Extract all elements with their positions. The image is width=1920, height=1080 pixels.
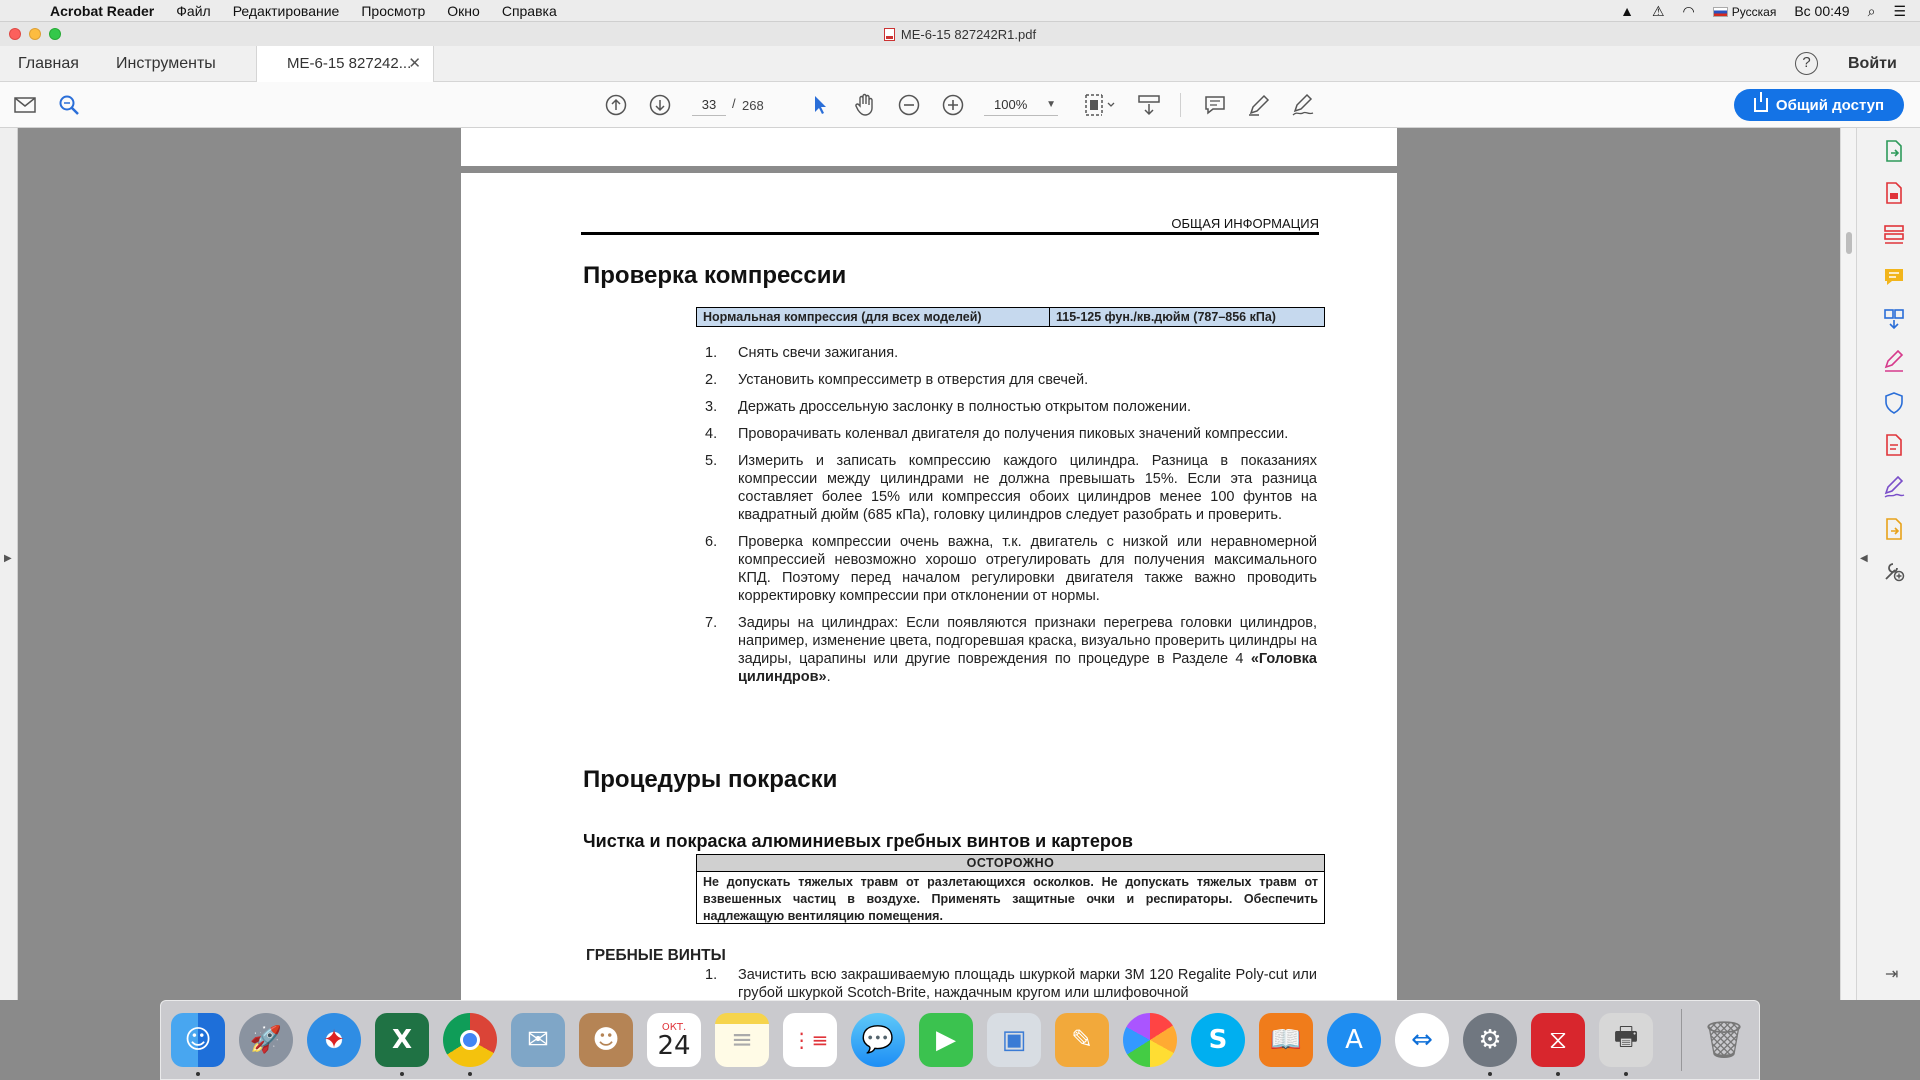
edit-pdf-icon[interactable] — [1883, 434, 1905, 456]
reminders-icon[interactable]: ⋮≡ — [783, 1013, 837, 1067]
menu-help[interactable]: Справка — [501, 2, 557, 19]
window-controls — [9, 28, 61, 40]
running-indicator — [400, 1072, 404, 1076]
tab-document-label: ME-6-15 827242... — [287, 55, 412, 72]
spec-label: Нормальная компрессия (для всех моделей) — [697, 308, 1050, 326]
fill-sign-icon[interactable] — [1883, 350, 1905, 372]
menu-bar — [0, 0, 1920, 22]
dock-divider — [1681, 1009, 1682, 1071]
contacts-icon[interactable]: ☻ — [579, 1013, 633, 1067]
expand-left-panel-icon[interactable]: ▶ — [4, 553, 12, 564]
header-rule — [581, 232, 1319, 235]
export-pdf-icon[interactable] — [1883, 140, 1905, 162]
zoom-select[interactable] — [984, 94, 1058, 116]
zoom-value: 100% — [994, 97, 1028, 112]
list-item: 7. Задиры на цилиндрах: Если появляются признаки перегрева головки цилиндров, например, изменение цвета, подгоревшая краска, визуально проверить цилиндры на задиры, царапины или другие повреждения по процедуре в Разделе 4 «Головка цилиндров». — [705, 615, 1317, 685]
finder-icon[interactable]: ☺ — [171, 1013, 225, 1067]
input-source-menu[interactable]: Русская — [1713, 3, 1777, 19]
spec-value: 115-125 фун./кв.дюйм (787–856 кПа) — [1050, 308, 1324, 326]
tab-bar — [0, 46, 1920, 82]
propellers-step: 1. Зачистить всю закрашиваемую площадь шкуркой марки 3M 120 Regalite Poly-cut или грубой шкуркой Scotch-Brite, наждачным кругом или шлифовочной — [705, 967, 1317, 1000]
launchpad-icon[interactable]: 🚀 — [239, 1013, 293, 1067]
total-pages: 268 — [742, 98, 764, 113]
photos-icon[interactable] — [1123, 1013, 1177, 1067]
minimize-window-button[interactable] — [29, 28, 41, 40]
previous-page-sheet — [461, 128, 1397, 166]
running-indicator — [468, 1072, 472, 1076]
app-store-icon[interactable]: A — [1327, 1013, 1381, 1067]
next-page-icon[interactable] — [647, 92, 673, 118]
select-tool-icon[interactable] — [808, 92, 834, 118]
tab-tools[interactable]: Инструменты — [116, 55, 216, 72]
search-icon[interactable] — [56, 92, 82, 118]
trash-icon[interactable]: 🗑 — [1701, 1020, 1747, 1061]
protect-icon[interactable] — [1883, 392, 1905, 414]
section-title-compression: Проверка компрессии — [583, 262, 847, 289]
pages-icon[interactable]: ✎ — [1055, 1013, 1109, 1067]
page-number-input[interactable] — [692, 94, 726, 116]
alert-icon[interactable]: ⚠ — [1651, 2, 1665, 19]
menu-file[interactable]: Файл — [176, 2, 211, 19]
wifi-icon[interactable]: ◠ — [1682, 2, 1695, 19]
compression-spec-table — [696, 307, 1325, 327]
caution-box — [696, 854, 1325, 924]
scroll-mode-icon[interactable] — [1136, 92, 1162, 118]
share-icon — [1754, 98, 1768, 112]
compression-steps — [695, 344, 1317, 695]
scrollbar-thumb[interactable] — [1846, 232, 1852, 254]
notes-icon[interactable]: ≡ — [715, 1013, 769, 1067]
subsection-title: Чистка и покраска алюминиевых гребных винтов и картеров — [583, 831, 1133, 851]
calendar-icon[interactable]: ОКТ. 24 — [647, 1013, 701, 1067]
flag-icon — [1713, 7, 1728, 17]
toolbar — [0, 82, 1920, 128]
pdf-file-icon — [884, 28, 895, 41]
send-for-signature-icon[interactable] — [1883, 476, 1905, 498]
create-pdf-icon[interactable] — [1883, 182, 1905, 204]
list-item: 2. Установить компрессиметр в отверстия для свечей. — [705, 372, 1089, 388]
running-header: ОБЩАЯ ИНФОРМАЦИЯ — [1171, 216, 1319, 231]
facetime-icon[interactable]: ▶ — [919, 1013, 973, 1067]
email-icon[interactable] — [12, 92, 38, 118]
acrobat-reader-icon[interactable]: ⧖ — [1531, 1013, 1585, 1067]
section-title-painting: Процедуры покраски — [583, 766, 838, 793]
menu-view[interactable]: Просмотр — [361, 2, 426, 19]
excel-icon[interactable]: X — [375, 1013, 429, 1067]
sign-pen-icon[interactable] — [1290, 92, 1316, 118]
running-indicator — [196, 1072, 200, 1076]
toolbar-divider — [1180, 93, 1181, 117]
safari-icon[interactable]: ✦ — [307, 1013, 361, 1067]
system-preferences-icon[interactable]: ⚙ — [1463, 1013, 1517, 1067]
teamviewer-icon[interactable]: ⇔ — [1395, 1013, 1449, 1067]
ibooks-icon[interactable]: 📖 — [1259, 1013, 1313, 1067]
window-title: ME-6-15 827242R1.pdf — [900, 26, 1037, 42]
comment-tool-icon[interactable] — [1883, 266, 1905, 288]
collapse-pane-icon[interactable]: ⇥ — [1885, 966, 1899, 983]
caution-title: ОСТОРОЖНО — [697, 855, 1324, 872]
clock[interactable]: Вс 00:49 — [1794, 3, 1850, 19]
share-button-label: Общий доступ — [1775, 96, 1885, 114]
zoom-in-icon[interactable] — [940, 92, 966, 118]
sign-in-button[interactable]: Войти — [1848, 55, 1897, 72]
notification-center-icon[interactable]: ☰ — [1893, 2, 1906, 19]
more-tools-icon[interactable] — [1883, 560, 1905, 582]
chrome-icon[interactable] — [443, 1013, 497, 1067]
window-title-bar — [0, 22, 1920, 46]
hand-tool-icon[interactable] — [852, 92, 878, 118]
list-item: 3. Держать дроссельную заслонку в полностью открытом положении. — [705, 399, 1191, 415]
share-button[interactable] — [1734, 89, 1904, 121]
help-icon[interactable]: ? — [1795, 52, 1818, 75]
collapse-right-panel-icon[interactable]: ◀ — [1860, 553, 1868, 564]
close-tab-icon[interactable]: ✕ — [408, 55, 421, 72]
printer-icon[interactable]: 🖶 — [1599, 1013, 1653, 1067]
skype-icon[interactable]: S — [1191, 1013, 1245, 1067]
spotlight-icon[interactable]: ⌕ — [1867, 2, 1876, 19]
zoom-out-icon[interactable] — [896, 92, 922, 118]
dock — [160, 1000, 1760, 1080]
page-separator: / — [732, 96, 736, 111]
menu-window[interactable]: Окно — [447, 2, 480, 19]
list-item: 5. Измерить и записать компрессию каждого цилиндра. Разница в показаниях компрессии между цилиндрами не должна превышать 15%. Если эта разница составляет более 15% или компрессия обоих цилиндров менее 100 фунтов на квадратный дюйм (685 кПа), головку цилиндров следует разобрать и проверить. — [705, 453, 1317, 523]
menu-edit[interactable]: Редактирование — [232, 2, 340, 19]
preview-icon[interactable]: ▣ — [987, 1013, 1041, 1067]
tab-home[interactable]: Главная — [18, 55, 79, 72]
messages-icon[interactable]: 💬 — [851, 1013, 905, 1067]
running-indicator — [1624, 1072, 1628, 1076]
drive-eject-icon[interactable]: ▲ — [1620, 3, 1634, 19]
app-menu[interactable]: Acrobat Reader — [50, 2, 155, 19]
running-indicator — [1556, 1072, 1560, 1076]
combine-files-icon[interactable] — [1883, 308, 1905, 330]
propellers-heading: ГРЕБНЫЕ ВИНТЫ — [586, 947, 726, 964]
highlight-pen-icon[interactable] — [1246, 92, 1272, 118]
tab-document[interactable] — [256, 46, 434, 82]
fit-page-icon[interactable] — [1082, 92, 1118, 118]
vertical-scrollbar[interactable] — [1840, 128, 1856, 1000]
mail-eagle-icon[interactable]: ✉ — [511, 1013, 565, 1067]
running-indicator — [1488, 1072, 1492, 1076]
list-item: 6. Проверка компрессии очень важна, т.к. двигатель с низкой или неравномерной компрессией невозможно хорошо отрегулировать для получения максимального КПД. Поэтому перед началом регулировки двигателя также важно проводить корректировку компрессии при отклонении от нормы. — [705, 534, 1317, 604]
zoom-window-button[interactable] — [49, 28, 61, 40]
chevron-down-icon: ▼ — [1046, 99, 1056, 110]
caution-text: Не допускать тяжелых травм от разлетающихся осколков. Не допускать тяжелых травм от взвешенных частиц в воздухе. Применять защитные очки и респираторы. Обеспечить надлежащую вентиляцию помещения. — [703, 875, 1318, 923]
tools-pane — [1856, 128, 1920, 1000]
comment-icon[interactable] — [1202, 92, 1228, 118]
send-file-icon[interactable] — [1883, 518, 1905, 540]
list-item: 1. Снять свечи зажигания. — [705, 345, 899, 361]
close-window-button[interactable] — [9, 28, 21, 40]
list-item: 4. Проворачивать коленвал двигателя до получения пиковых значений компрессии. — [705, 426, 1289, 442]
organize-pages-icon[interactable] — [1883, 224, 1905, 246]
previous-page-icon[interactable] — [603, 92, 629, 118]
left-panel-toggle-strip[interactable] — [0, 128, 18, 1000]
